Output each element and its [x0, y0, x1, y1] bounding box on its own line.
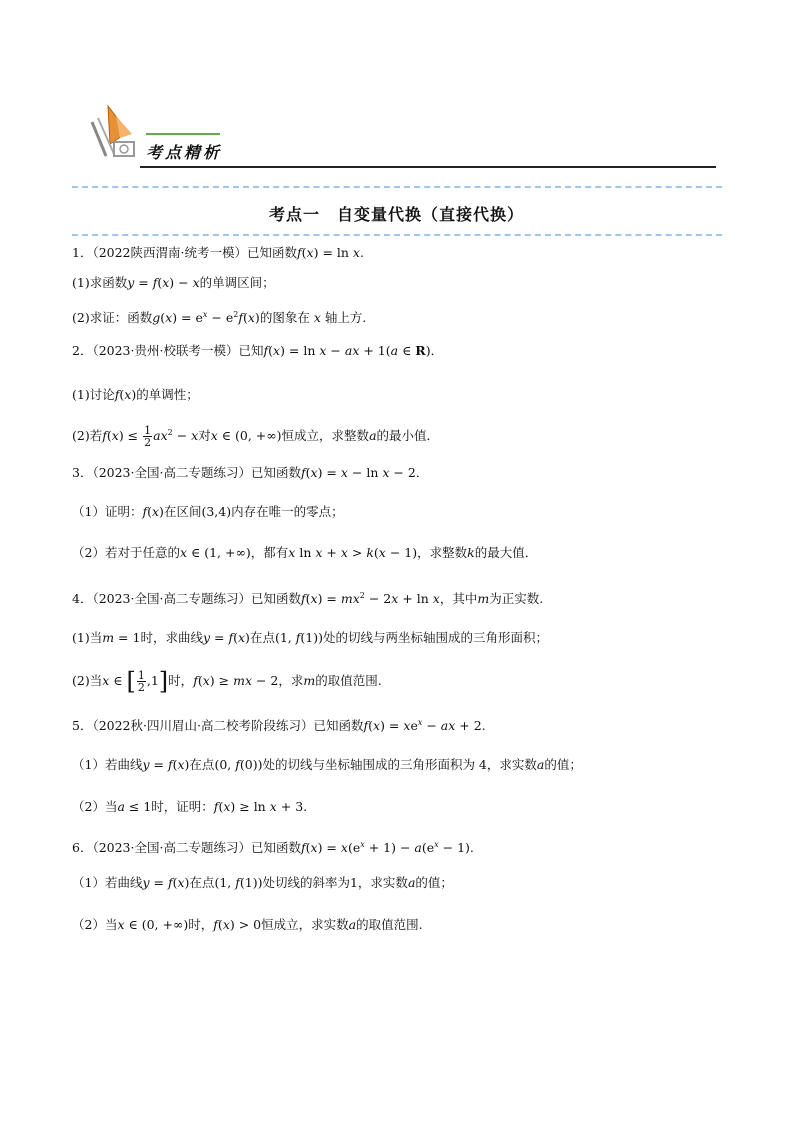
problem-1-part-1: (1)求函数y = f(x) − x的单调区间； — [72, 275, 275, 290]
problem-4-stem: 4．（2023·全国·高二专题练习）已知函数$f(x) = mx^2 - 2x + \ln x$，其中m为正实数. — [72, 591, 544, 607]
problem-3-part-2: （2）若对于任意的x ∈ (1, +∞)，都有x ln x + x > k(x − 1)，求整数k的最大值． — [72, 545, 538, 560]
dashed-divider-bottom — [72, 234, 722, 236]
problem-2-part-2: (2)若f(x) ≤ $\frac{1}{2}$ $ax^2 - x$对x ∈ (0, +∞)恒成立，求整数a的最小值． — [72, 424, 440, 450]
section-title: 考点一 自变量代换（直接代换） — [268, 205, 524, 224]
problem-5-part-1: （1）若曲线y = f(x)在点(0, f(0))处的切线与坐标轴围成的三角形面积为 4，求实数a的值； — [72, 757, 582, 772]
header-title: 考点精析 — [146, 143, 223, 162]
problem-6-part-2: （2）当x ∈ (0, +∞)时，f(x) > 0恒成立，求实数a的取值范围. — [72, 917, 423, 932]
problem-2-stem: 2．（2023·贵州·校联考一模）已知f(x) = ln x − ax + 1(a ∈ R)． — [72, 343, 444, 358]
problem-1-stem: 1．（2022陕西渭南·统考一模）已知函数f(x) = ln x. — [72, 245, 364, 260]
dashed-divider-top — [72, 186, 722, 188]
header-logo — [86, 104, 146, 164]
header-accent-line — [146, 133, 220, 135]
problem-6-part-1: （1）若曲线y = f(x)在点(1, f(1))处切线的斜率为1，求实数a的值； — [72, 875, 453, 890]
problem-2-part-1: (1)讨论f(x)的单调性； — [72, 387, 199, 402]
problem-1-part-2: (2)求证：函数$g(x) = e^x - e^2f(x)$的图象在 x 轴上方. — [72, 310, 367, 326]
problem-4-part-2: (2)当x ∈ [ $\frac{1}{2}$ ,1]时，f(x) ≥ mx − 2，求m的取值范围. — [72, 667, 382, 696]
problem-4-part-1: (1)当m = 1时，求曲线y = f(x)在点(1, f(1))处的切线与两坐标轴围成的三角形面积； — [72, 630, 548, 645]
problem-6-stem: 6．（2023·全国·高二专题练习）已知函数$f(x) = x(e^x + 1) - a(e^x - 1)$. — [72, 840, 474, 856]
problem-3-stem: 3．（2023·全国·高二专题练习）已知函数f(x) = x − ln x − 2． — [72, 465, 429, 480]
problem-5-stem: 5．（2022秋·四川眉山·高二校考阶段练习）已知函数$f(x) = xe^x$ − ax + 2. — [72, 718, 486, 734]
header-rule — [140, 166, 716, 168]
problem-5-part-2: （2）当a ≤ 1时，证明：f(x) ≥ ln x + 3. — [72, 799, 308, 814]
problem-3-part-1: （1）证明：f(x)在区间(3,4)内存在唯一的零点； — [72, 504, 344, 519]
